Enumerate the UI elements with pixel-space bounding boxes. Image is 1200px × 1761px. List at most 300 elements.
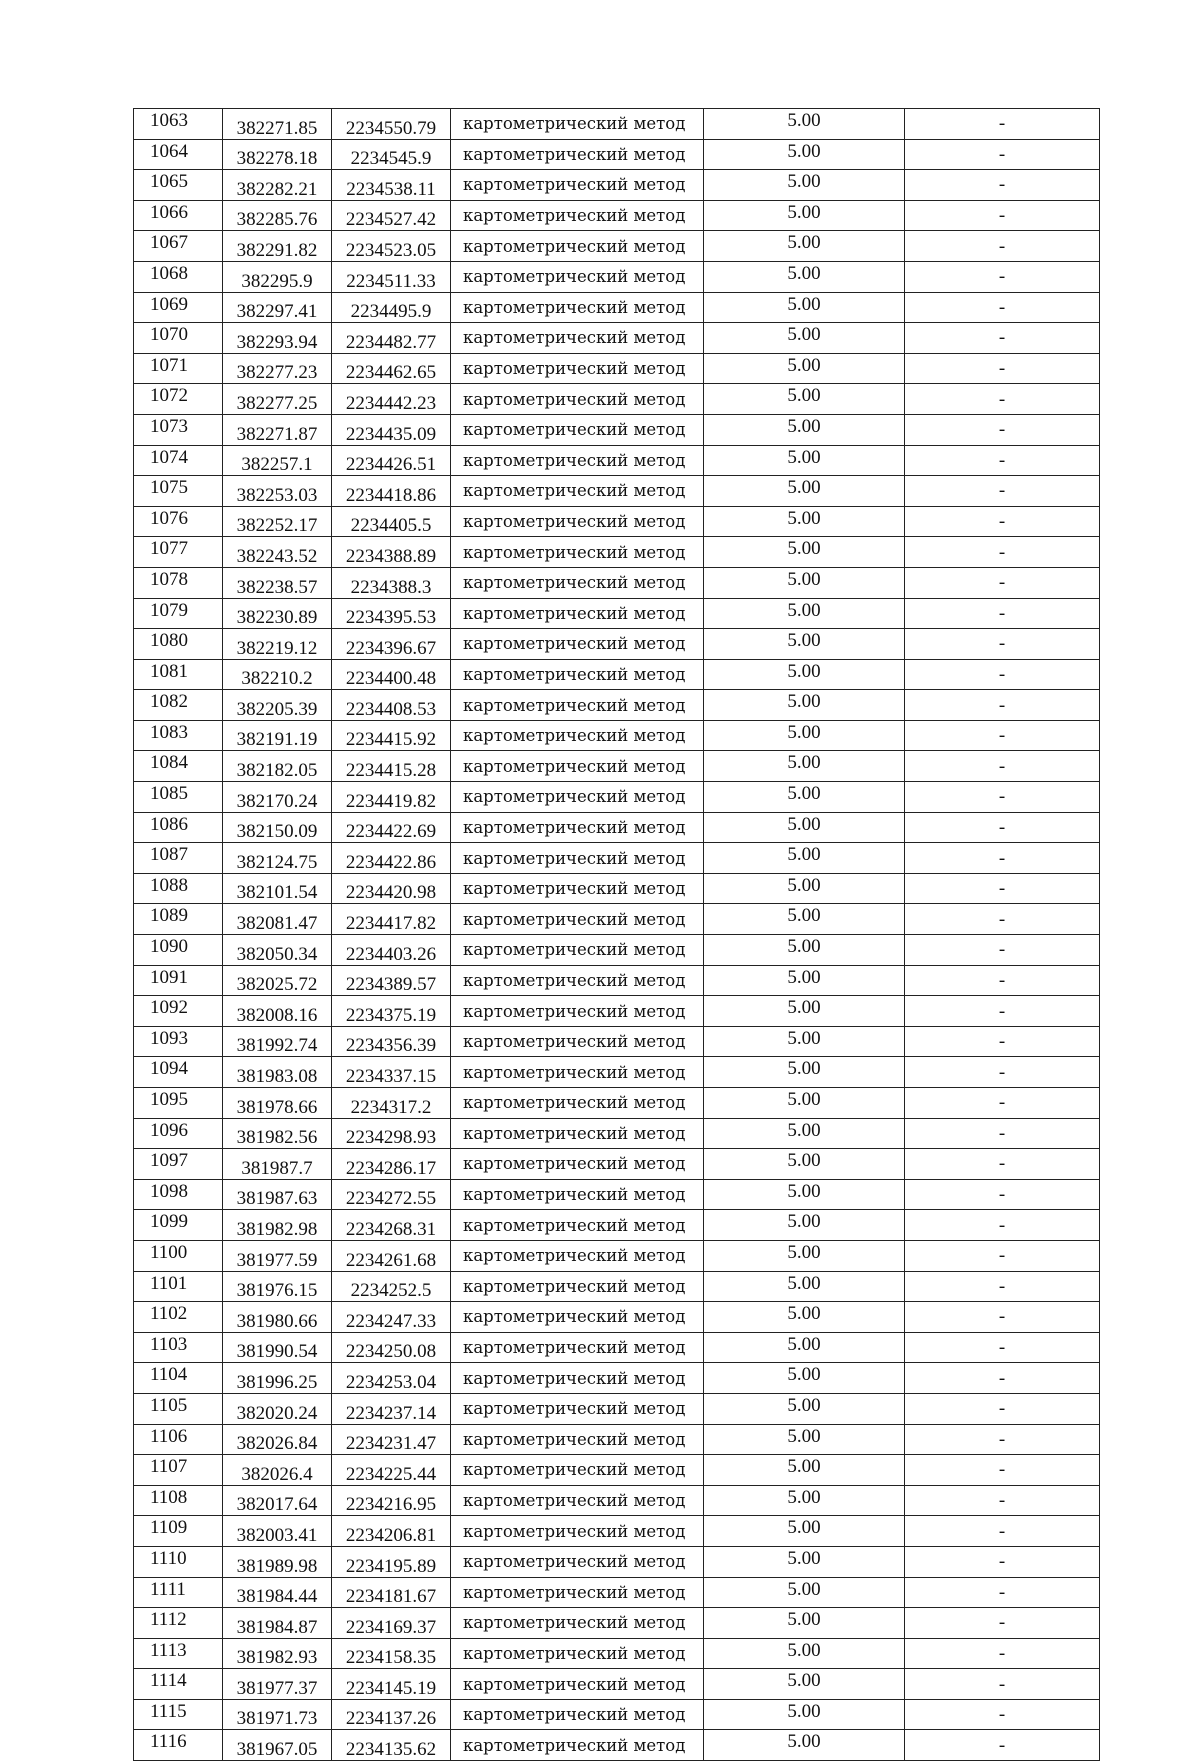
table-row [134,1577,1100,1608]
x-coordinate-cell: 382050.34 [223,935,332,966]
table-row [134,261,1100,292]
x-coordinate-cell: 381989.98 [223,1546,332,1577]
accuracy-cell: 5.00 [704,139,905,170]
x-coordinate-cell: 381976.15 [223,1271,332,1302]
table-row [134,1271,1100,1302]
point-number-cell: 1087 [134,843,223,874]
y-coordinate-cell: 2234356.39 [332,1026,451,1057]
table-row [134,476,1100,507]
x-coordinate-cell: 382271.87 [223,414,332,445]
point-number-cell: 1071 [134,353,223,384]
point-number-cell: 1101 [134,1271,223,1302]
x-coordinate-cell: 382291.82 [223,231,332,262]
note-cell: - [905,1699,1100,1730]
note-cell: - [905,1302,1100,1333]
accuracy-cell: 5.00 [704,782,905,813]
method-cell: картометрический метод [451,873,704,904]
note-cell: - [905,476,1100,507]
method-cell: картометрический метод [451,1608,704,1639]
point-number-cell: 1095 [134,1088,223,1119]
y-coordinate-cell: 2234298.93 [332,1118,451,1149]
method-cell: картометрический метод [451,935,704,966]
accuracy-cell: 5.00 [704,261,905,292]
x-coordinate-cell: 382219.12 [223,629,332,660]
note-cell: - [905,996,1100,1027]
accuracy-cell: 5.00 [704,965,905,996]
point-number-cell: 1078 [134,567,223,598]
method-cell: картометрический метод [451,904,704,935]
table-row [134,935,1100,966]
x-coordinate-cell: 382282.21 [223,170,332,201]
accuracy-cell: 5.00 [704,109,905,140]
y-coordinate-cell: 2234181.67 [332,1577,451,1608]
note-cell: - [905,1057,1100,1088]
x-coordinate-cell: 382210.2 [223,659,332,690]
point-number-cell: 1097 [134,1149,223,1180]
y-coordinate-cell: 2234495.9 [332,292,451,323]
method-cell: картометрический метод [451,292,704,323]
method-cell: картометрический метод [451,659,704,690]
point-number-cell: 1112 [134,1608,223,1639]
accuracy-cell: 5.00 [704,200,905,231]
point-number-cell: 1074 [134,445,223,476]
y-coordinate-cell: 2234538.11 [332,170,451,201]
y-coordinate-cell: 2234389.57 [332,965,451,996]
accuracy-cell: 5.00 [704,1332,905,1363]
method-cell: картометрический метод [451,629,704,660]
note-cell: - [905,1332,1100,1363]
method-cell: картометрический метод [451,445,704,476]
method-cell: картометрический метод [451,965,704,996]
note-cell: - [905,690,1100,721]
note-cell: - [905,935,1100,966]
y-coordinate-cell: 2234545.9 [332,139,451,170]
accuracy-cell: 5.00 [704,904,905,935]
method-cell: картометрический метод [451,1057,704,1088]
table-row [134,139,1100,170]
y-coordinate-cell: 2234253.04 [332,1363,451,1394]
method-cell: картометрический метод [451,1179,704,1210]
x-coordinate-cell: 381977.37 [223,1669,332,1700]
note-cell: - [905,1424,1100,1455]
accuracy-cell: 5.00 [704,1608,905,1639]
point-number-cell: 1093 [134,1026,223,1057]
table-row [134,782,1100,813]
y-coordinate-cell: 2234237.14 [332,1393,451,1424]
note-cell: - [905,1271,1100,1302]
method-cell: картометрический метод [451,1516,704,1547]
y-coordinate-cell: 2234137.26 [332,1699,451,1730]
y-coordinate-cell: 2234252.5 [332,1271,451,1302]
table-row [134,109,1100,140]
accuracy-cell: 5.00 [704,537,905,568]
accuracy-cell: 5.00 [704,1699,905,1730]
method-cell: картометрический метод [451,384,704,415]
method-cell: картометрический метод [451,170,704,201]
y-coordinate-cell: 2234216.95 [332,1485,451,1516]
accuracy-cell: 5.00 [704,1455,905,1486]
point-number-cell: 1088 [134,873,223,904]
point-number-cell: 1092 [134,996,223,1027]
note-cell: - [905,353,1100,384]
x-coordinate-cell: 382278.18 [223,139,332,170]
y-coordinate-cell: 2234247.33 [332,1302,451,1333]
table-row [134,1424,1100,1455]
note-cell: - [905,292,1100,323]
accuracy-cell: 5.00 [704,812,905,843]
method-cell: картометрический метод [451,353,704,384]
x-coordinate-cell: 382243.52 [223,537,332,568]
x-coordinate-cell: 382295.9 [223,261,332,292]
method-cell: картометрический метод [451,200,704,231]
point-number-cell: 1113 [134,1638,223,1669]
y-coordinate-cell: 2234195.89 [332,1546,451,1577]
note-cell: - [905,200,1100,231]
method-cell: картометрический метод [451,996,704,1027]
table-row [134,1608,1100,1639]
accuracy-cell: 5.00 [704,1149,905,1180]
accuracy-cell: 5.00 [704,1210,905,1241]
point-number-cell: 1109 [134,1516,223,1547]
x-coordinate-cell: 382017.64 [223,1485,332,1516]
method-cell: картометрический метод [451,414,704,445]
note-cell: - [905,139,1100,170]
y-coordinate-cell: 2234550.79 [332,109,451,140]
y-coordinate-cell: 2234415.92 [332,720,451,751]
point-number-cell: 1116 [134,1730,223,1761]
note-cell: - [905,843,1100,874]
point-number-cell: 1090 [134,935,223,966]
table-row [134,1332,1100,1363]
x-coordinate-cell: 382205.39 [223,690,332,721]
y-coordinate-cell: 2234169.37 [332,1608,451,1639]
method-cell: картометрический метод [451,537,704,568]
point-number-cell: 1100 [134,1240,223,1271]
note-cell: - [905,1363,1100,1394]
table-row [134,1179,1100,1210]
accuracy-cell: 5.00 [704,414,905,445]
note-cell: - [905,1516,1100,1547]
method-cell: картометрический метод [451,1669,704,1700]
method-cell: картометрический метод [451,1455,704,1486]
accuracy-cell: 5.00 [704,751,905,782]
table-row [134,414,1100,445]
y-coordinate-cell: 2234225.44 [332,1455,451,1486]
point-number-cell: 1076 [134,506,223,537]
method-cell: картометрический метод [451,1363,704,1394]
note-cell: - [905,1730,1100,1761]
accuracy-cell: 5.00 [704,445,905,476]
method-cell: картометрический метод [451,1424,704,1455]
table-row [134,843,1100,874]
accuracy-cell: 5.00 [704,567,905,598]
point-number-cell: 1067 [134,231,223,262]
x-coordinate-cell: 381987.7 [223,1149,332,1180]
table-row [134,1455,1100,1486]
accuracy-cell: 5.00 [704,1302,905,1333]
method-cell: картометрический метод [451,1638,704,1669]
accuracy-cell: 5.00 [704,843,905,874]
table-row [134,904,1100,935]
table-row [134,1302,1100,1333]
note-cell: - [905,1393,1100,1424]
accuracy-cell: 5.00 [704,1577,905,1608]
x-coordinate-cell: 381982.56 [223,1118,332,1149]
accuracy-cell: 5.00 [704,1179,905,1210]
point-number-cell: 1063 [134,109,223,140]
note-cell: - [905,1608,1100,1639]
x-coordinate-cell: 382101.54 [223,873,332,904]
x-coordinate-cell: 382253.03 [223,476,332,507]
y-coordinate-cell: 2234408.53 [332,690,451,721]
point-number-cell: 1084 [134,751,223,782]
table-row [134,629,1100,660]
table-row [134,996,1100,1027]
point-number-cell: 1080 [134,629,223,660]
point-number-cell: 1070 [134,323,223,354]
point-number-cell: 1102 [134,1302,223,1333]
point-number-cell: 1065 [134,170,223,201]
note-cell: - [905,506,1100,537]
x-coordinate-cell: 382238.57 [223,567,332,598]
accuracy-cell: 5.00 [704,1730,905,1761]
y-coordinate-cell: 2234420.98 [332,873,451,904]
note-cell: - [905,109,1100,140]
note-cell: - [905,1240,1100,1271]
y-coordinate-cell: 2234442.23 [332,384,451,415]
y-coordinate-cell: 2234145.19 [332,1669,451,1700]
note-cell: - [905,537,1100,568]
x-coordinate-cell: 382020.24 [223,1393,332,1424]
method-cell: картометрический метод [451,261,704,292]
x-coordinate-cell: 381984.44 [223,1577,332,1608]
y-coordinate-cell: 2234388.3 [332,567,451,598]
y-coordinate-cell: 2234527.42 [332,200,451,231]
y-coordinate-cell: 2234482.77 [332,323,451,354]
note-cell: - [905,1546,1100,1577]
table-row [134,445,1100,476]
x-coordinate-cell: 382271.85 [223,109,332,140]
y-coordinate-cell: 2234286.17 [332,1149,451,1180]
accuracy-cell: 5.00 [704,996,905,1027]
y-coordinate-cell: 2234419.82 [332,782,451,813]
point-number-cell: 1075 [134,476,223,507]
method-cell: картометрический метод [451,506,704,537]
method-cell: картометрический метод [451,1332,704,1363]
point-number-cell: 1082 [134,690,223,721]
method-cell: картометрический метод [451,1546,704,1577]
accuracy-cell: 5.00 [704,476,905,507]
table-row [134,292,1100,323]
table-row [134,567,1100,598]
table-row [134,812,1100,843]
method-cell: картометрический метод [451,476,704,507]
table-row [134,1393,1100,1424]
y-coordinate-cell: 2234135.62 [332,1730,451,1761]
note-cell: - [905,1638,1100,1669]
y-coordinate-cell: 2234417.82 [332,904,451,935]
note-cell: - [905,323,1100,354]
x-coordinate-cell: 382150.09 [223,812,332,843]
method-cell: картометрический метод [451,720,704,751]
accuracy-cell: 5.00 [704,170,905,201]
y-coordinate-cell: 2234396.67 [332,629,451,660]
accuracy-cell: 5.00 [704,1118,905,1149]
y-coordinate-cell: 2234231.47 [332,1424,451,1455]
point-number-cell: 1085 [134,782,223,813]
point-number-cell: 1114 [134,1669,223,1700]
table-row [134,1088,1100,1119]
point-number-cell: 1111 [134,1577,223,1608]
note-cell: - [905,170,1100,201]
x-coordinate-cell: 381983.08 [223,1057,332,1088]
note-cell: - [905,1669,1100,1700]
y-coordinate-cell: 2234405.5 [332,506,451,537]
point-number-cell: 1098 [134,1179,223,1210]
method-cell: картометрический метод [451,1210,704,1241]
method-cell: картометрический метод [451,323,704,354]
point-number-cell: 1104 [134,1363,223,1394]
table-row [134,1026,1100,1057]
note-cell: - [905,751,1100,782]
note-cell: - [905,414,1100,445]
y-coordinate-cell: 2234388.89 [332,537,451,568]
table-row [134,1699,1100,1730]
table-row [134,537,1100,568]
accuracy-cell: 5.00 [704,935,905,966]
point-number-cell: 1107 [134,1455,223,1486]
note-cell: - [905,231,1100,262]
point-number-cell: 1064 [134,139,223,170]
table-row [134,598,1100,629]
x-coordinate-cell: 382285.76 [223,200,332,231]
x-coordinate-cell: 381980.66 [223,1302,332,1333]
method-cell: картометрический метод [451,109,704,140]
y-coordinate-cell: 2234337.15 [332,1057,451,1088]
note-cell: - [905,1210,1100,1241]
x-coordinate-cell: 382293.94 [223,323,332,354]
point-number-cell: 1096 [134,1118,223,1149]
x-coordinate-cell: 382297.41 [223,292,332,323]
method-cell: картометрический метод [451,1088,704,1119]
point-number-cell: 1072 [134,384,223,415]
accuracy-cell: 5.00 [704,1363,905,1394]
accuracy-cell: 5.00 [704,598,905,629]
method-cell: картометрический метод [451,843,704,874]
method-cell: картометрический метод [451,1393,704,1424]
table-row [134,170,1100,201]
point-number-cell: 1094 [134,1057,223,1088]
method-cell: картометрический метод [451,1302,704,1333]
note-cell: - [905,659,1100,690]
accuracy-cell: 5.00 [704,690,905,721]
accuracy-cell: 5.00 [704,629,905,660]
point-number-cell: 1081 [134,659,223,690]
x-coordinate-cell: 381992.74 [223,1026,332,1057]
point-number-cell: 1106 [134,1424,223,1455]
method-cell: картометрический метод [451,812,704,843]
method-cell: картометрический метод [451,1240,704,1271]
point-number-cell: 1099 [134,1210,223,1241]
table-row [134,384,1100,415]
method-cell: картометрический метод [451,1026,704,1057]
table-row [134,965,1100,996]
y-coordinate-cell: 2234272.55 [332,1179,451,1210]
note-cell: - [905,1088,1100,1119]
method-cell: картометрический метод [451,690,704,721]
point-number-cell: 1068 [134,261,223,292]
table-row [134,323,1100,354]
note-cell: - [905,1026,1100,1057]
accuracy-cell: 5.00 [704,1516,905,1547]
y-coordinate-cell: 2234317.2 [332,1088,451,1119]
point-number-cell: 1079 [134,598,223,629]
y-coordinate-cell: 2234395.53 [332,598,451,629]
accuracy-cell: 5.00 [704,384,905,415]
x-coordinate-cell: 382277.23 [223,353,332,384]
accuracy-cell: 5.00 [704,1057,905,1088]
point-number-cell: 1066 [134,200,223,231]
method-cell: картометрический метод [451,598,704,629]
table-row [134,1730,1100,1761]
y-coordinate-cell: 2234403.26 [332,935,451,966]
x-coordinate-cell: 382277.25 [223,384,332,415]
note-cell: - [905,1118,1100,1149]
accuracy-cell: 5.00 [704,873,905,904]
x-coordinate-cell: 382003.41 [223,1516,332,1547]
table-row [134,659,1100,690]
note-cell: - [905,904,1100,935]
table-row [134,1118,1100,1149]
x-coordinate-cell: 382026.4 [223,1455,332,1486]
x-coordinate-cell: 382026.84 [223,1424,332,1455]
x-coordinate-cell: 381978.66 [223,1088,332,1119]
method-cell: картометрический метод [451,231,704,262]
accuracy-cell: 5.00 [704,720,905,751]
accuracy-cell: 5.00 [704,659,905,690]
x-coordinate-cell: 382008.16 [223,996,332,1027]
y-coordinate-cell: 2234250.08 [332,1332,451,1363]
table-row [134,1516,1100,1547]
point-number-cell: 1077 [134,537,223,568]
table-row [134,1363,1100,1394]
point-number-cell: 1110 [134,1546,223,1577]
note-cell: - [905,1485,1100,1516]
table-row [134,200,1100,231]
method-cell: картометрический метод [451,1271,704,1302]
accuracy-cell: 5.00 [704,231,905,262]
accuracy-cell: 5.00 [704,1088,905,1119]
table-row [134,720,1100,751]
note-cell: - [905,629,1100,660]
method-cell: картометрический метод [451,1149,704,1180]
y-coordinate-cell: 2234158.35 [332,1638,451,1669]
table-row [134,1057,1100,1088]
table-row [134,1669,1100,1700]
note-cell: - [905,1179,1100,1210]
table-row [134,1240,1100,1271]
table-row [134,1210,1100,1241]
method-cell: картометрический метод [451,567,704,598]
accuracy-cell: 5.00 [704,1638,905,1669]
note-cell: - [905,782,1100,813]
note-cell: - [905,1149,1100,1180]
y-coordinate-cell: 2234511.33 [332,261,451,292]
x-coordinate-cell: 381982.93 [223,1638,332,1669]
point-number-cell: 1105 [134,1393,223,1424]
y-coordinate-cell: 2234375.19 [332,996,451,1027]
table-row [134,690,1100,721]
